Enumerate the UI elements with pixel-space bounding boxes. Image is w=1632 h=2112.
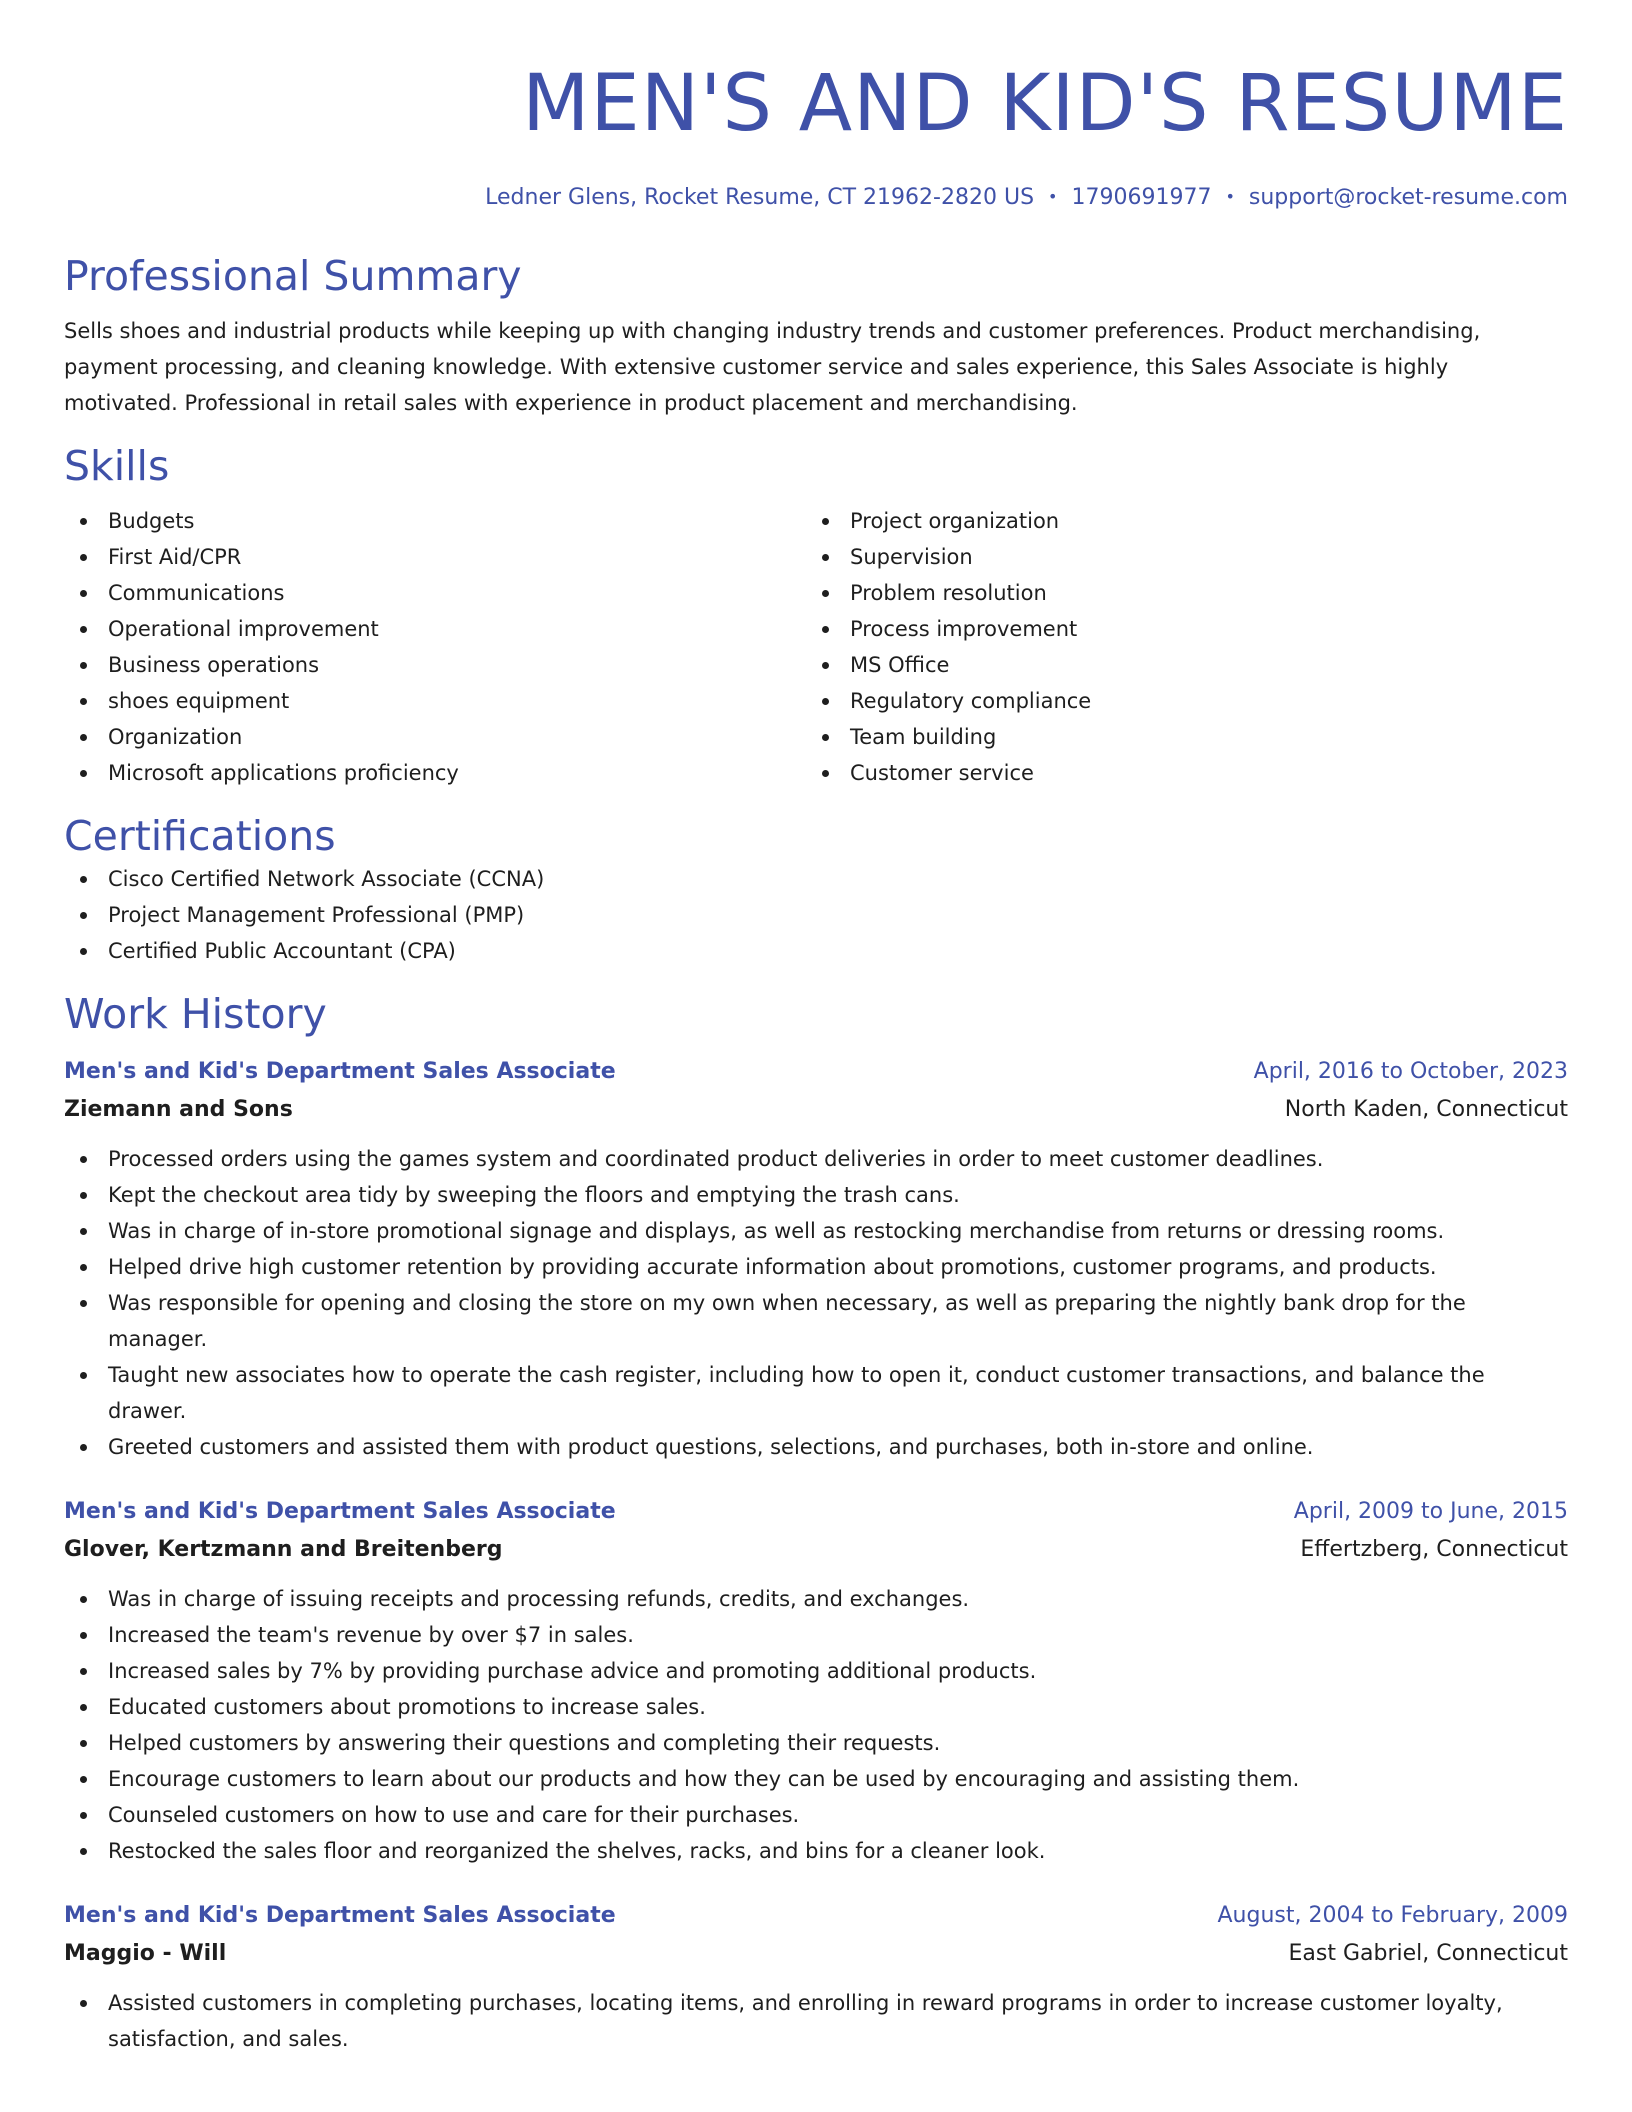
skill-item: shoes equipment — [64, 683, 806, 719]
job-entry — [64, 1053, 1568, 1465]
job-bullet: Helped customers by answering their questions and completing their requests. — [64, 1725, 1568, 1761]
job-bullet: Taught new associates how to operate the cash register, including how to open it, conduct customer transactions, and balance the drawer. — [64, 1357, 1568, 1429]
job-bullet: Assisted customers in completing purchases, locating items, and enrolling in reward programs in order to increase customer loyalty, satisfaction, and sales. — [64, 1985, 1568, 2057]
job-company-row — [64, 1531, 1568, 1569]
job-bullet: Increased the team's revenue by over $7 in sales. — [64, 1617, 1568, 1653]
skill-item: Regulatory compliance — [806, 683, 1548, 719]
job-bullet: Helped drive high customer retention by providing accurate information about promotions, customer programs, and products. — [64, 1249, 1568, 1285]
job-bullet: Restocked the sales floor and reorganized the shelves, racks, and bins for a cleaner look. — [64, 1833, 1568, 1869]
skill-item: Communications — [64, 575, 806, 611]
skill-item: Team building — [806, 719, 1548, 755]
job-bullets — [64, 1985, 1568, 2057]
job-company: Ziemann and Sons — [64, 1097, 293, 1122]
job-title: Men's and Kid's Department Sales Associate — [64, 1499, 616, 1524]
job-bullet: Encourage customers to learn about our products and how they can be used by encouraging and assisting them. — [64, 1761, 1568, 1797]
job-bullet: Was in charge of in-store promotional signage and displays, as well as restocking merchandise from returns or dressing rooms. — [64, 1213, 1568, 1249]
job-company-row — [64, 1935, 1568, 1973]
skill-item: MS Office — [806, 647, 1548, 683]
job-header-row — [64, 1493, 1568, 1531]
job-bullet: Was in charge of issuing receipts and processing refunds, credits, and exchanges. — [64, 1581, 1568, 1617]
skill-item: Operational improvement — [64, 611, 806, 647]
job-bullet: Greeted customers and assisted them with product questions, selections, and purchases, both in-store and online. — [64, 1429, 1568, 1465]
skill-item: First Aid/CPR — [64, 539, 806, 575]
job-dates: August, 2004 to February, 2009 — [1217, 1903, 1568, 1928]
job-title: Men's and Kid's Department Sales Associate — [64, 1903, 616, 1928]
contact-phone: 1790691977 — [1071, 185, 1212, 210]
certification-item: Project Management Professional (PMP) — [64, 897, 1568, 933]
job-bullets — [64, 1581, 1568, 1869]
certification-item: Certified Public Accountant (CPA) — [64, 933, 1568, 969]
contact-separator: • — [1225, 187, 1235, 206]
section-title-summary: Professional Summary — [64, 252, 522, 300]
job-company-row — [64, 1091, 1568, 1129]
contact-line — [64, 182, 1568, 213]
contact-address: Ledner Glens, Rocket Resume, CT 21962-2820 US — [485, 185, 1035, 210]
job-header-row — [64, 1897, 1568, 1935]
skill-item: Customer service — [806, 755, 1548, 791]
job-bullet: Increased sales by 7% by providing purchase advice and promoting additional products. — [64, 1653, 1568, 1689]
job-entry — [64, 1493, 1568, 1869]
section-title-certifications: Certifications — [64, 812, 336, 860]
skill-item: Problem resolution — [806, 575, 1548, 611]
skill-item: Business operations — [64, 647, 806, 683]
skills-list-right — [806, 503, 1548, 791]
resume-page — [64, 0, 1568, 2057]
job-location: Effertzberg, Connecticut — [1300, 1537, 1568, 1562]
job-company: Maggio - Will — [64, 1941, 227, 1966]
skills-grid — [64, 503, 1568, 791]
section-title-work-history: Work History — [64, 990, 327, 1038]
skill-item: Project organization — [806, 503, 1548, 539]
certifications-list — [64, 861, 1568, 969]
job-bullet: Was responsible for opening and closing the store on my own when necessary, as well as preparing the nightly bank drop for the manager. — [64, 1285, 1568, 1357]
job-bullets — [64, 1141, 1568, 1465]
job-dates: April, 2009 to June, 2015 — [1293, 1499, 1568, 1524]
skills-list-left — [64, 503, 806, 791]
section-title-skills: Skills — [64, 442, 170, 490]
job-entry — [64, 1897, 1568, 2057]
certification-item: Cisco Certified Network Associate (CCNA) — [64, 861, 1568, 897]
summary-text: Sells shoes and industrial products while keeping up with changing industry trends and customer preferences. Product merchandising, payment processing, and cleaning knowledge. With extensive customer service and sales experience, this Sales Associate is highly motivated. Professional in retail sales with experience in product placement and merchandising. — [64, 319, 1481, 415]
skill-item: Organization — [64, 719, 806, 755]
job-header-row — [64, 1053, 1568, 1091]
contact-separator: • — [1048, 187, 1058, 206]
job-location: East Gabriel, Connecticut — [1288, 1941, 1568, 1966]
skill-item: Supervision — [806, 539, 1548, 575]
job-bullet: Counseled customers on how to use and care for their purchases. — [64, 1797, 1568, 1833]
skill-item: Microsoft applications proficiency — [64, 755, 806, 791]
job-bullet: Processed orders using the games system and coordinated product deliveries in order to meet customer deadlines. — [64, 1141, 1568, 1177]
resume-name: MEN'S AND KID'S RESUME — [522, 59, 1568, 149]
job-dates: April, 2016 to October, 2023 — [1253, 1059, 1568, 1084]
contact-email: support@rocket-resume.com — [1248, 185, 1568, 210]
job-title: Men's and Kid's Department Sales Associate — [64, 1059, 616, 1084]
skill-item: Process improvement — [806, 611, 1548, 647]
job-location: North Kaden, Connecticut — [1284, 1097, 1568, 1122]
job-company: Glover, Kertzmann and Breitenberg — [64, 1537, 503, 1562]
job-bullet: Educated customers about promotions to increase sales. — [64, 1689, 1568, 1725]
job-bullet: Kept the checkout area tidy by sweeping the floors and emptying the trash cans. — [64, 1177, 1568, 1213]
skill-item: Budgets — [64, 503, 806, 539]
